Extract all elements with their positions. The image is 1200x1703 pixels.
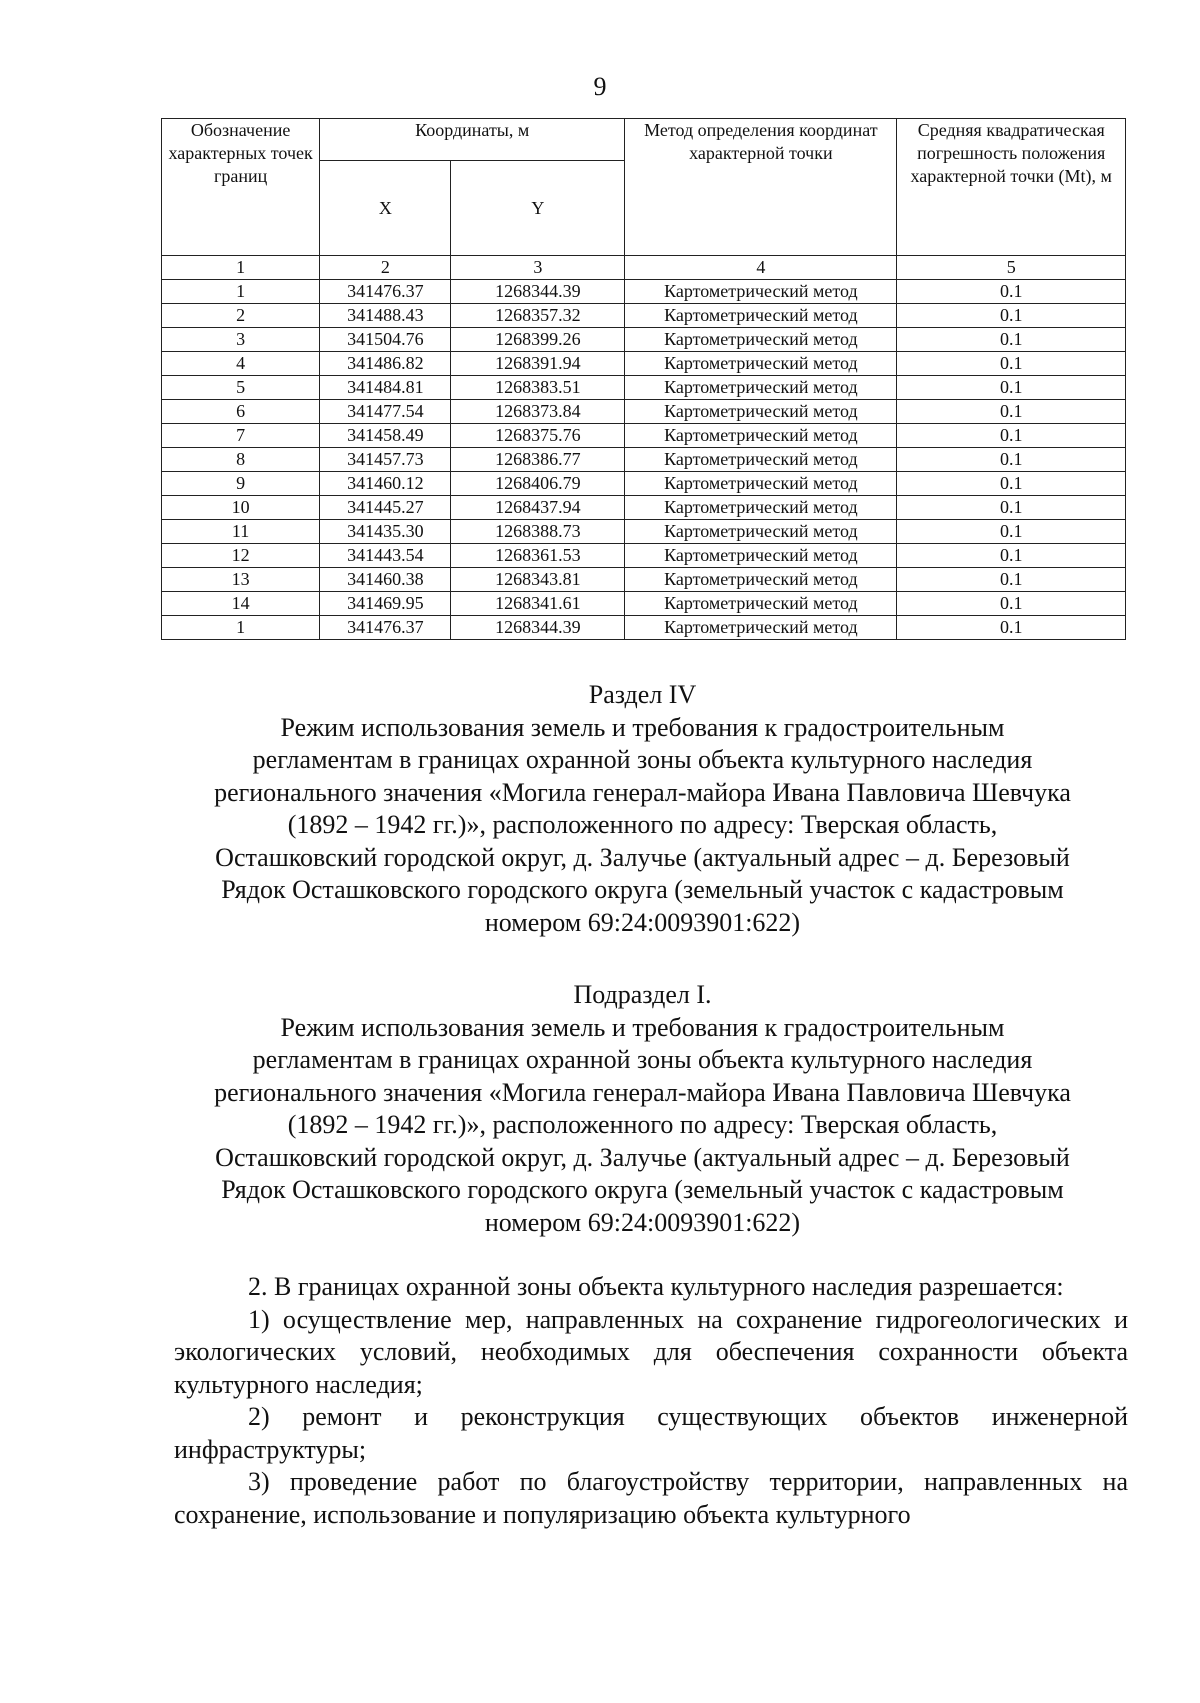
header-error: Средняя квадратическая погрешность положения характерной точки (Mt), м [897,119,1126,256]
subsection-heading [150,979,1135,1239]
cell-method: Картометрический метод [625,520,897,544]
column-number: 1 [162,256,320,280]
cell-point: 10 [162,496,320,520]
table-row [162,496,1126,520]
header-method: Метод определения координат характерной точки [625,119,897,256]
column-number: 4 [625,256,897,280]
section-line: Режим использования земель и требования к градостроительным [280,712,1005,742]
cell-error: 0.1 [897,544,1126,568]
cell-error: 0.1 [897,400,1126,424]
cell-error: 0.1 [897,448,1126,472]
cell-point: 3 [162,328,320,352]
cell-method: Картометрический метод [625,592,897,616]
cell-x: 341443.54 [320,544,451,568]
table-row [162,520,1126,544]
cell-y: 1268344.39 [451,280,625,304]
subsection-line: Рядок Осташковского городского округа (земельный участок с кадастровым [221,1175,1064,1204]
subsection-line: Осташковский городской округ, д. Залучье (актуальный адрес – д. Березовый [215,1142,1070,1172]
section-line: (1892 – 1942 гг.)», расположенного по адресу: Тверская область, [287,810,998,839]
table-row [162,304,1126,328]
cell-y: 1268391.94 [451,352,625,376]
cell-y: 1268406.79 [451,472,625,496]
cell-y: 1268388.73 [451,520,625,544]
cell-x: 341476.37 [320,616,451,640]
cell-method: Картометрический метод [625,496,897,520]
cell-y: 1268343.81 [451,568,625,592]
section-line: Рядок Осташковского городского округа (земельный участок с кадастровым [221,875,1064,904]
page-number: 9 [593,72,607,101]
cell-method: Картометрический метод [625,400,897,424]
cell-y: 1268399.26 [451,328,625,352]
cell-method: Картометрический метод [625,304,897,328]
cell-point: 1 [162,616,320,640]
paragraph-subitem-3: 3) проведение работ по благоустройству территории, направленных на сохранение, использование и популяризацию объекта культурного [174,1467,1128,1529]
cell-x: 341477.54 [320,400,451,424]
cell-error: 0.1 [897,424,1126,448]
table-row [162,616,1126,640]
cell-x: 341476.37 [320,280,451,304]
table-row [162,544,1126,568]
section-line: Осташковский городской округ, д. Залучье (актуальный адрес – д. Березовый [215,842,1070,872]
cell-method: Картометрический метод [625,472,897,496]
paragraph-subitem-2: 2) ремонт и реконструкция существующих объектов инженерной инфраструктуры; [174,1402,1128,1464]
table-row [162,592,1126,616]
cell-point: 9 [162,472,320,496]
table-row [162,280,1126,304]
cell-x: 341457.73 [320,448,451,472]
column-number: 3 [451,256,625,280]
subsection-line: Режим использования земель и требования к градостроительным [280,1012,1005,1042]
cell-x: 341504.76 [320,328,451,352]
cell-method: Картометрический метод [625,424,897,448]
header-point: Обозначение характерных точек границ [162,119,320,256]
coordinates-table [161,118,1126,640]
subsection-line: регионального значения «Могила генерал-майора Ивана Павловича Шевчука [214,1077,1071,1107]
cell-error: 0.1 [897,616,1126,640]
cell-point: 7 [162,424,320,448]
cell-x: 341460.38 [320,568,451,592]
section-line: номером 69:24:0093901:622) [484,907,801,937]
cell-y: 1268437.94 [451,496,625,520]
section-title: Раздел IV [588,680,697,709]
cell-x: 341458.49 [320,424,451,448]
table-row [162,472,1126,496]
table-row [162,352,1126,376]
cell-error: 0.1 [897,496,1126,520]
cell-error: 0.1 [897,376,1126,400]
cell-error: 0.1 [897,280,1126,304]
cell-method: Картометрический метод [625,448,897,472]
table-row [162,568,1126,592]
cell-method: Картометрический метод [625,328,897,352]
paragraph-item-2: 2. В границах охранной зоны объекта культурного наследия разрешается: [248,1272,1064,1301]
section-line: регионального значения «Могила генерал-майора Ивана Павловича Шевчука [214,777,1071,807]
subsection-line: регламентам в границах охранной зоны объекта культурного наследия [252,1045,1033,1074]
cell-method: Картометрический метод [625,280,897,304]
cell-point: 5 [162,376,320,400]
cell-point: 1 [162,280,320,304]
cell-error: 0.1 [897,568,1126,592]
cell-error: 0.1 [897,328,1126,352]
section-line: регламентам в границах охранной зоны объекта культурного наследия [252,745,1033,774]
cell-x: 341469.95 [320,592,451,616]
section-heading [150,679,1135,939]
cell-point: 2 [162,304,320,328]
table-row [162,328,1126,352]
cell-point: 14 [162,592,320,616]
cell-point: 12 [162,544,320,568]
cell-y: 1268375.76 [451,424,625,448]
header-y: Y [451,161,625,256]
cell-error: 0.1 [897,352,1126,376]
cell-y: 1268361.53 [451,544,625,568]
cell-point: 6 [162,400,320,424]
cell-x: 341460.12 [320,472,451,496]
cell-point: 13 [162,568,320,592]
cell-method: Картометрический метод [625,544,897,568]
cell-y: 1268373.84 [451,400,625,424]
subsection-title: Подраздел I. [573,980,712,1009]
cell-method: Картометрический метод [625,352,897,376]
cell-x: 341488.43 [320,304,451,328]
cell-y: 1268383.51 [451,376,625,400]
cell-error: 0.1 [897,592,1126,616]
cell-error: 0.1 [897,304,1126,328]
body-text [174,1271,1128,1531]
cell-method: Картометрический метод [625,376,897,400]
table-row [162,376,1126,400]
cell-x: 341484.81 [320,376,451,400]
cell-point: 4 [162,352,320,376]
header-x: X [320,161,451,256]
cell-x: 341486.82 [320,352,451,376]
subsection-line: (1892 – 1942 гг.)», расположенного по адресу: Тверская область, [287,1110,998,1139]
cell-y: 1268341.61 [451,592,625,616]
cell-point: 11 [162,520,320,544]
cell-method: Картометрический метод [625,616,897,640]
cell-error: 0.1 [897,520,1126,544]
cell-y: 1268344.39 [451,616,625,640]
cell-error: 0.1 [897,472,1126,496]
cell-x: 341445.27 [320,496,451,520]
paragraph-subitem-1: 1) осуществление мер, направленных на сохранение гидрогеологических и экологических условий, необходимых для обеспечения сохранности объекта культурного наследия; [174,1304,1128,1399]
header-coords: Координаты, м [320,119,625,161]
cell-method: Картометрический метод [625,568,897,592]
column-number: 2 [320,256,451,280]
table-row [162,424,1126,448]
subsection-line: номером 69:24:0093901:622) [484,1207,801,1237]
cell-y: 1268386.77 [451,448,625,472]
table-row [162,400,1126,424]
table-row [162,448,1126,472]
cell-point: 8 [162,448,320,472]
cell-y: 1268357.32 [451,304,625,328]
column-number: 5 [897,256,1126,280]
cell-x: 341435.30 [320,520,451,544]
